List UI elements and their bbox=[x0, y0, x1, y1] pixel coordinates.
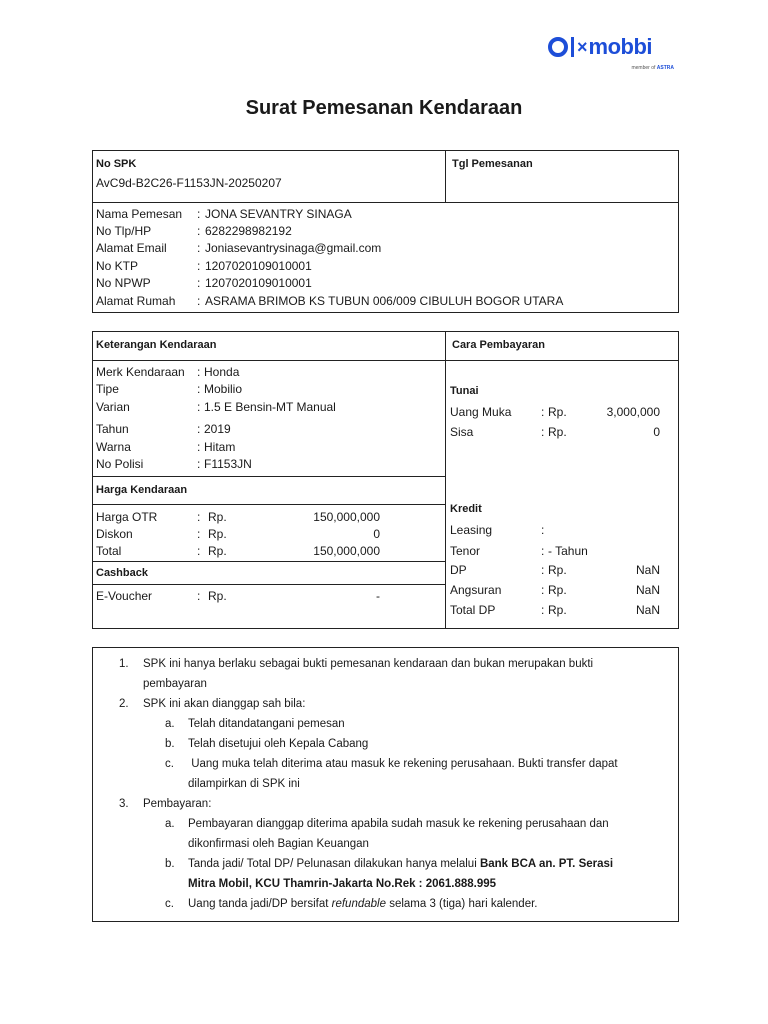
logo-text: mobbi bbox=[588, 34, 653, 59]
vehicle-field-label: No Polisi bbox=[96, 457, 144, 471]
term-text: Telah disetujui oleh Kepala Cabang bbox=[188, 738, 369, 750]
kredit-value: NaN bbox=[635, 563, 660, 577]
customer-field-label: Nama Pemesan bbox=[96, 207, 183, 221]
page-title: Surat Pemesanan Kendaraan bbox=[245, 97, 523, 119]
field-separator: : bbox=[541, 563, 545, 577]
term-text: Pembayaran: bbox=[143, 798, 212, 810]
price-field-label: Harga OTR bbox=[96, 510, 158, 524]
field-separator: : bbox=[197, 400, 201, 414]
term-text: dilampirkan di SPK ini bbox=[188, 778, 300, 790]
vehicle-field-value: F1153JN bbox=[204, 457, 252, 471]
logo-x-icon: × bbox=[577, 36, 588, 57]
payment-header: Cara Pembayaran bbox=[452, 339, 545, 351]
term-subletter: a. bbox=[165, 718, 175, 730]
term-subletter: a. bbox=[165, 818, 175, 830]
refundable-text: refundable bbox=[331, 898, 386, 910]
customer-field-label: No Tlp/HP bbox=[96, 224, 152, 238]
field-separator: : bbox=[541, 603, 545, 617]
tunai-field-label: Uang Muka bbox=[450, 405, 512, 419]
field-separator: : bbox=[197, 544, 201, 558]
cashback-value: - bbox=[376, 589, 380, 603]
tgl-pemesanan-label: Tgl Pemesanan bbox=[452, 158, 533, 170]
price-currency: Rp. bbox=[208, 527, 227, 541]
customer-field-value: ASRAMA BRIMOB KS TUBUN 006/009 CIBULUH BOGOR UTARA bbox=[205, 294, 564, 308]
field-separator: : bbox=[197, 259, 201, 273]
kredit-value: NaN bbox=[635, 583, 660, 597]
field-separator: : bbox=[197, 510, 201, 524]
term-text: pembayaran bbox=[143, 678, 207, 690]
price-field-label: Diskon bbox=[96, 527, 133, 541]
price-header: Harga Kendaraan bbox=[96, 484, 188, 496]
term-text: SPK ini hanya berlaku sebagai bukti pemesanan kendaraan dan bukan merupakan bukti bbox=[143, 658, 594, 670]
field-separator: : bbox=[541, 523, 545, 537]
kredit-currency: Rp. bbox=[548, 603, 567, 617]
field-separator: : bbox=[197, 276, 201, 290]
field-separator: : bbox=[541, 544, 545, 558]
price-value: 0 bbox=[373, 527, 380, 541]
term-subletter: b. bbox=[165, 858, 175, 870]
field-separator: : bbox=[197, 365, 201, 379]
kredit-field-label: Angsuran bbox=[450, 583, 502, 597]
vehicle-field-value: Hitam bbox=[204, 440, 236, 454]
logo-subtitle: member of ASTRA bbox=[631, 65, 674, 71]
tunai-label: Tunai bbox=[450, 385, 479, 397]
no-spk-value: AvC9d-B2C26-F1153JN-20250207 bbox=[96, 176, 282, 190]
vehicle-field-label: Tahun bbox=[96, 422, 129, 436]
kredit-field-label: DP bbox=[450, 563, 467, 577]
field-separator: : bbox=[197, 207, 201, 221]
term-number: 3. bbox=[119, 798, 129, 810]
customer-field-value: Joniasevantrysinaga@gmail.com bbox=[205, 241, 382, 255]
field-separator: : bbox=[197, 382, 201, 396]
field-separator: : bbox=[541, 425, 545, 439]
no-spk-label: No SPK bbox=[96, 158, 137, 170]
term-text: Pembayaran dianggap diterima apabila sudah masuk ke rekening perusahaan dan bbox=[188, 818, 609, 830]
cashback-header: Cashback bbox=[96, 567, 148, 579]
vehicle-field-label: Merk Kendaraan bbox=[96, 365, 185, 379]
term-text: Telah ditandatangani pemesan bbox=[188, 718, 345, 730]
price-value: 150,000,000 bbox=[313, 510, 380, 524]
vehicle-field-value: Mobilio bbox=[204, 382, 243, 396]
kredit-field-label: Total DP bbox=[450, 603, 496, 617]
cashback-currency: Rp. bbox=[208, 589, 227, 603]
bank-account-text: Mitra Mobil, KCU Thamrin-Jakarta No.Rek : 2061.888.995 bbox=[188, 878, 497, 890]
term-text: Uang muka telah diterima atau masuk ke rekening perusahaan. Bukti transfer dapat bbox=[188, 758, 618, 770]
tunai-currency: Rp. bbox=[548, 425, 567, 439]
vehicle-field-value: Honda bbox=[204, 365, 240, 379]
terms-box bbox=[92, 647, 679, 922]
cashback-field-label: E-Voucher bbox=[96, 589, 153, 603]
tunai-value: 0 bbox=[653, 425, 660, 439]
vehicle-field-value: 1.5 E Bensin-MT Manual bbox=[204, 400, 336, 414]
field-separator: : bbox=[541, 583, 545, 597]
field-separator: : bbox=[197, 294, 201, 308]
price-field-label: Total bbox=[96, 544, 122, 558]
term-text: dikonfirmasi oleh Bagian Keuangan bbox=[188, 838, 369, 850]
kredit-currency: - Tahun bbox=[548, 544, 588, 558]
customer-field-value: 1207020109010001 bbox=[205, 259, 312, 273]
field-separator: : bbox=[197, 457, 201, 471]
customer-field-value: 6282298982192 bbox=[205, 224, 292, 238]
customer-field-value: JONA SEVANTRY SINAGA bbox=[205, 207, 352, 221]
customer-field-label: Alamat Rumah bbox=[96, 294, 176, 308]
field-separator: : bbox=[197, 527, 201, 541]
tunai-field-label: Sisa bbox=[450, 425, 474, 439]
vehicle-field-value: 2019 bbox=[204, 422, 231, 436]
kredit-value: NaN bbox=[635, 603, 660, 617]
term-text: Uang tanda jadi/DP bersifat refundable selama 3 (tiga) hari kalender. bbox=[188, 898, 538, 910]
term-subletter: c. bbox=[165, 898, 174, 910]
field-separator: : bbox=[197, 224, 201, 238]
customer-field-label: Alamat Email bbox=[96, 241, 167, 255]
term-subletter: c. bbox=[165, 758, 174, 770]
kredit-currency: Rp. bbox=[548, 563, 567, 577]
term-text bbox=[188, 854, 613, 874]
tunai-value: 3,000,000 bbox=[606, 405, 660, 419]
field-separator: : bbox=[197, 589, 201, 603]
vehicle-field-label: Varian bbox=[96, 400, 130, 414]
logo-circle-icon bbox=[548, 37, 568, 57]
field-separator: : bbox=[197, 422, 201, 436]
price-value: 150,000,000 bbox=[313, 544, 380, 558]
kredit-currency: Rp. bbox=[548, 583, 567, 597]
field-separator: : bbox=[197, 440, 201, 454]
vehicle-field-label: Warna bbox=[96, 440, 131, 454]
kredit-field-label: Tenor bbox=[450, 544, 481, 558]
term-number: 1. bbox=[119, 658, 129, 670]
term-subletter: b. bbox=[165, 738, 175, 750]
price-currency: Rp. bbox=[208, 510, 227, 524]
bank-account-text: Bank BCA an. PT. Serasi bbox=[479, 858, 614, 870]
logo-bar-icon bbox=[571, 37, 574, 57]
customer-field-value: 1207020109010001 bbox=[205, 276, 312, 290]
term-text-normal: Tanda jadi/ Total DP/ Pelunasan dilakukan hanya melalui bbox=[188, 858, 480, 870]
field-separator: : bbox=[197, 241, 201, 255]
term-text: SPK ini akan dianggap sah bila: bbox=[143, 698, 306, 710]
order-info-box bbox=[92, 150, 679, 313]
term-number: 2. bbox=[119, 698, 129, 710]
vehicle-field-label: Tipe bbox=[96, 382, 119, 396]
kredit-field-label: Leasing bbox=[450, 523, 493, 537]
kredit-label: Kredit bbox=[450, 503, 482, 515]
customer-field-label: No NPWP bbox=[96, 276, 151, 290]
tunai-currency: Rp. bbox=[548, 405, 567, 419]
brand-logo bbox=[548, 34, 678, 74]
vehicle-header: Keterangan Kendaraan bbox=[96, 339, 217, 351]
field-separator: : bbox=[541, 405, 545, 419]
customer-field-label: No KTP bbox=[96, 259, 139, 273]
price-currency: Rp. bbox=[208, 544, 227, 558]
